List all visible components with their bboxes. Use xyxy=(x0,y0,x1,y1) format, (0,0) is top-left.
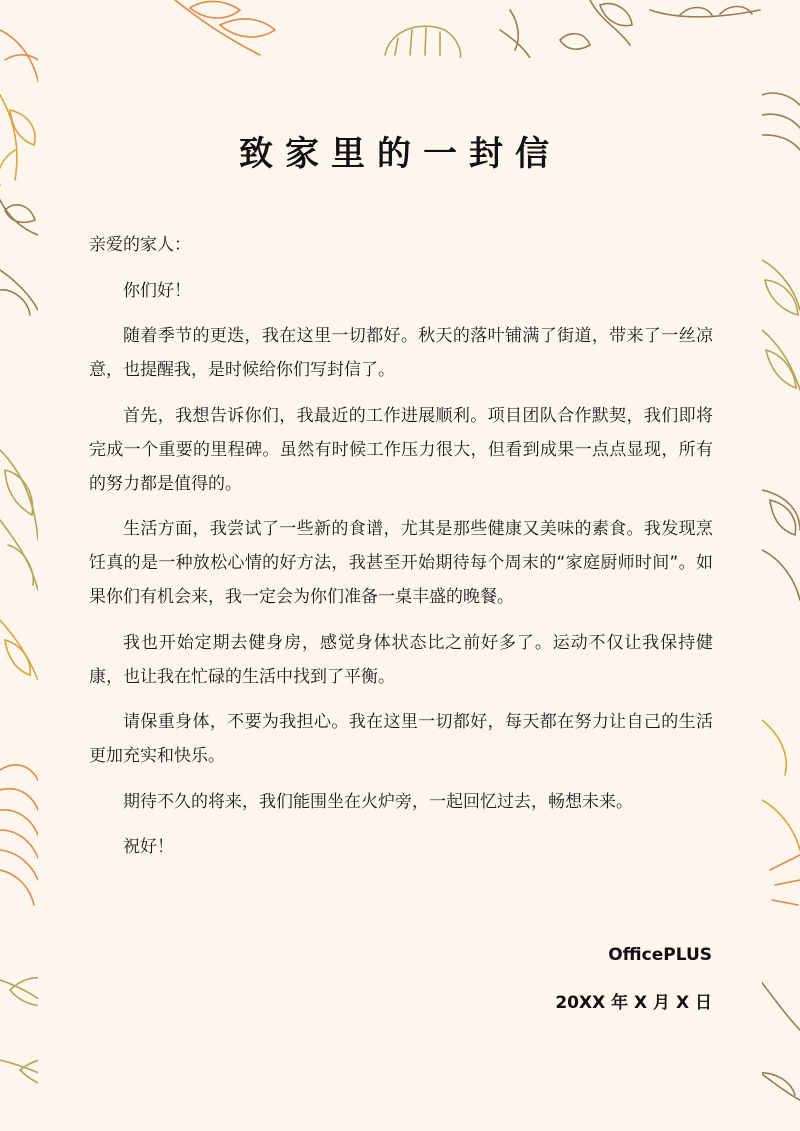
salutation: 亲爱的家人： xyxy=(89,235,191,255)
letter-paragraph: 首先，我想告诉你们，我最近的工作进展顺利。项目团队合作默契，我们即将完成一个重要的里程碑。虽然有时候工作压力很大，但看到成果一点点显现，所有的努力都是值得的。 xyxy=(89,405,713,494)
letter-body xyxy=(89,228,713,876)
letter-paragraph: 随着季节的更迭，我在这里一切都好。秋天的落叶铺满了街道，带来了一丝凉意，也提醒我，是时候给你们写封信了。 xyxy=(89,326,713,380)
letter-paragraph: 期待不久的将来，我们能围坐在火炉旁，一起回忆过去，畅想未来。 xyxy=(123,791,633,812)
signature: OfficePLUS xyxy=(608,945,712,965)
page-title: 致家里的一封信 xyxy=(239,134,561,174)
letter-paragraph: 你们好！ xyxy=(123,280,191,301)
letter-paragraph: 请保重身体，不要为我担心。我在这里一切都好，每天都在努力让自己的生活更加充实和快乐。 xyxy=(89,712,713,766)
letter-date: 20XX 年 X 月 X 日 xyxy=(555,993,712,1013)
letter-paragraph: 我也开始定期去健身房，感觉身体状态比之前好多了。运动不仅让我保持健康，也让我在忙碌的生活中找到了平衡。 xyxy=(89,632,713,687)
letter-paragraph: 祝好！ xyxy=(123,837,174,857)
letter-paragraph: 生活方面，我尝试了一些新的食谱，尤其是那些健康又美味的素食。我发现烹饪真的是一种放松心情的好方法，我甚至开始期待每个周末的“家庭厨师时间”。如果你们有机会来，我一定会为你们准备一桌丰盛的晚餐。 xyxy=(89,519,713,607)
